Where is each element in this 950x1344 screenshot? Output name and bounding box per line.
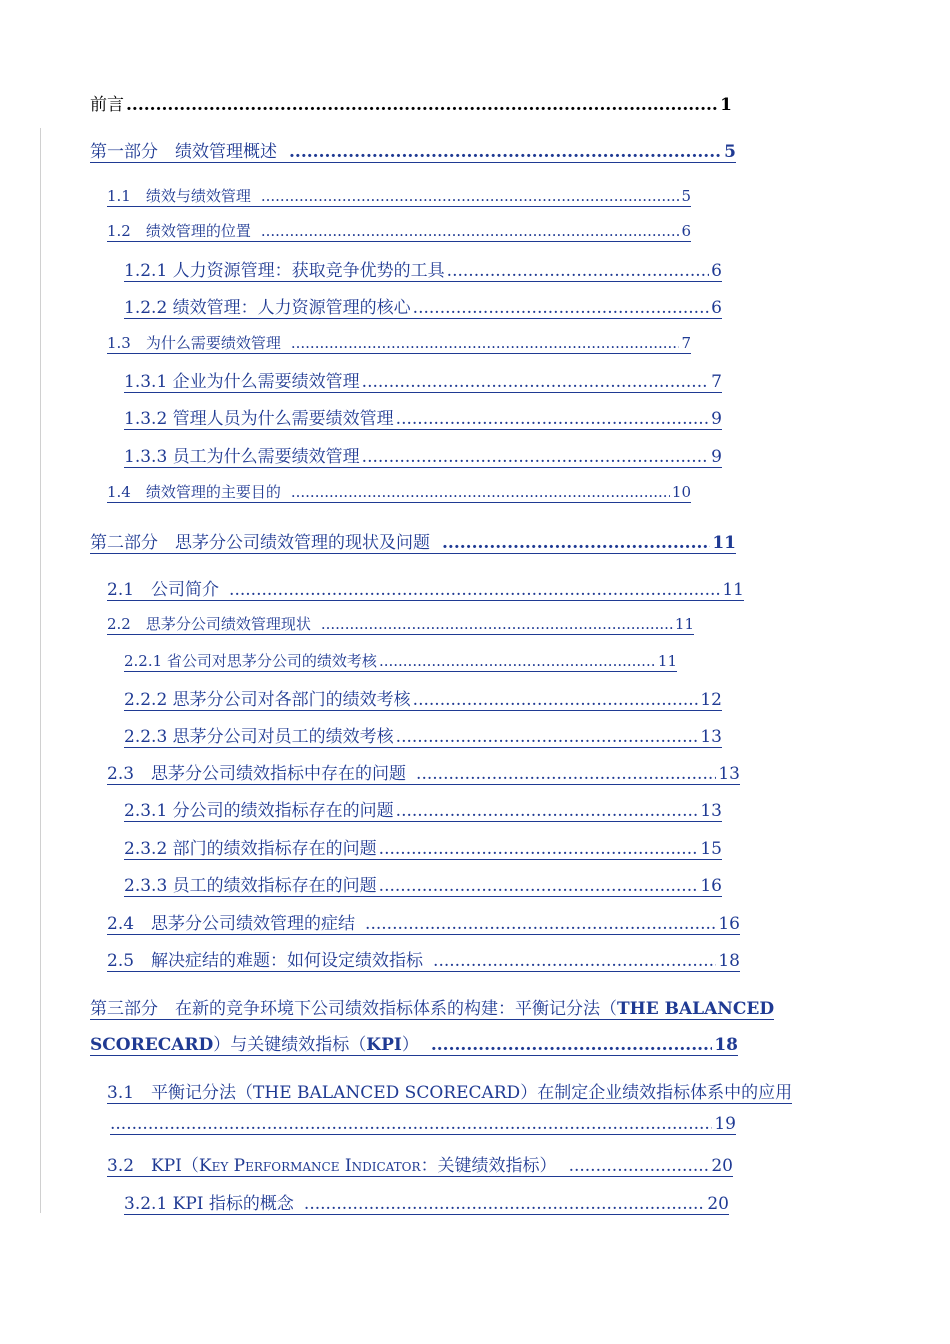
toc-leader-dots [379,839,699,859]
toc-leader-dots [416,764,716,784]
toc-page-number: 5 [724,142,736,162]
toc-page-number: 16 [700,876,722,896]
toc-entry-2-2-2[interactable] [124,685,722,711]
toc-entry-part2[interactable] [90,528,736,554]
toc-entry-label: 2.3.3 员工的绩效指标存在的问题 [124,876,377,896]
toc-leader-dots [291,334,680,352]
toc-entry-label: 3.1 平衡记分法（THE BALANCED SCORECARD）在制定企业绩效指标体系中的应用 [107,1083,793,1103]
toc-entry-2-3-3[interactable] [124,871,722,897]
toc-entry-label: 前言 [90,95,124,115]
toc-entry-2-4[interactable] [107,909,740,935]
toc-entry-2-2-3[interactable] [124,722,722,748]
toc-leader-dots [304,1194,705,1214]
toc-entry-part3-line2[interactable] [90,1030,738,1056]
toc-page-number: 6 [681,222,691,240]
toc-entry-label: 1.3.1 企业为什么需要绩效管理 [124,372,360,392]
toc-entry-2-2[interactable] [107,613,694,635]
toc-entry-3-1-line1[interactable] [107,1078,792,1104]
toc-page-number: 13 [718,764,740,784]
toc-page-number: 11 [657,652,677,670]
toc-leader-dots [379,652,656,670]
toc-entry-label: 第一部分 绩效管理概述 [90,142,277,162]
toc-entry-label: 2.2.2 思茅分公司对各部门的绩效考核 [124,690,411,710]
toc-entry-label: 2.2 思茅分公司绩效管理现状 [107,615,311,633]
toc-page-number: 20 [711,1156,733,1176]
toc-entry-label: 2.5 解决症结的难题：如何设定绩效指标 [107,951,424,971]
toc-leader-dots [396,409,710,429]
toc-page-number: 12 [700,690,722,710]
margin-rule [40,128,41,1213]
toc-leader-dots [365,914,716,934]
toc-entry-label: 1.4 绩效管理的主要目的 [107,483,281,501]
toc-leader-dots [289,142,722,162]
toc-page-number: 18 [714,1035,738,1055]
toc-page-number: 18 [718,951,740,971]
toc-page-number: 11 [674,615,694,633]
toc-leader-dots [569,1156,710,1176]
toc-page-number: 13 [700,801,722,821]
toc-entry-3-2[interactable] [107,1151,733,1177]
toc-entry-1-3-2[interactable] [124,404,722,430]
toc-entry-1-2-2[interactable] [124,293,722,319]
toc-entry-label: 第三部分 在新的竞争环境下公司绩效指标体系的构建：平衡记分法（ [90,999,617,1019]
toc-entry-label: 3.2 KPI（Key Performance Indicator：关键绩效指标） [107,1156,557,1176]
toc-entry-2-3-1[interactable] [124,796,722,822]
toc-entry-label: 1.1 绩效与绩效管理 [107,187,251,205]
toc-leader-dots [261,222,680,240]
toc-leader-dots [379,876,699,896]
toc-entry-1-3-3[interactable] [124,442,722,468]
toc-page-number: 19 [714,1114,736,1134]
toc-page-number: 7 [711,372,722,392]
toc-leader-dots [442,533,710,553]
toc-leader-dots [396,727,699,747]
toc-entry-label: 1.3 为什么需要绩效管理 [107,334,281,352]
toc-entry-label: 2.4 思茅分公司绩效管理的症结 [107,914,356,934]
toc-entry-2-1[interactable] [107,575,744,601]
toc-page-number: 16 [718,914,740,934]
toc-entry-1-4[interactable] [107,481,691,503]
toc-page-number: 1 [720,95,732,115]
toc-entry-1-3[interactable] [107,332,691,354]
toc-leader-dots [261,187,680,205]
toc-entry-part3-line1[interactable] [90,994,774,1020]
toc-entry-label: 2.3 思茅分公司绩效指标中存在的问题 [107,764,407,784]
toc-leader-dots [413,298,710,318]
toc-entry-1-2[interactable] [107,220,691,242]
toc-leader-dots [431,1035,713,1055]
toc-entry-label: 1.3.2 管理人员为什么需要绩效管理 [124,409,394,429]
toc-entry-label: SCORECARD）与关键绩效指标（KPI） [90,1035,419,1055]
toc-page-number: 9 [711,409,722,429]
toc-entry-3-2-1[interactable] [124,1189,729,1215]
toc-entry-label-en: THE BALANCED [617,999,775,1019]
toc-entry-preface[interactable] [90,90,732,115]
toc-page-number: 15 [700,839,722,859]
toc-leader-dots [291,483,670,501]
toc-page-number: 11 [712,533,736,553]
toc-entry-label: 1.2.2 绩效管理：人力资源管理的核心 [124,298,411,318]
toc-page-number: 13 [700,727,722,747]
toc-entry-label: 第二部分 思茅分公司绩效管理的现状及问题 [90,533,430,553]
toc-leader-dots [362,372,710,392]
toc-entry-label: 2.3.1 分公司的绩效指标存在的问题 [124,801,394,821]
toc-entry-2-2-1[interactable] [124,650,677,672]
toc-entry-1-3-1[interactable] [124,367,722,393]
toc-page-number: 5 [681,187,691,205]
toc-entry-2-5[interactable] [107,946,740,972]
toc-entry-label: 2.2.1 省公司对思茅分公司的绩效考核 [124,652,377,670]
toc-entry-label: 2.2.3 思茅分公司对员工的绩效考核 [124,727,394,747]
toc-page-number: 7 [681,334,691,352]
toc-page-number: 20 [707,1194,729,1214]
toc-leader-dots [321,615,673,633]
toc-entry-2-3[interactable] [107,759,740,785]
toc-leader-dots [396,801,699,821]
toc-leader-dots [362,447,710,467]
toc-page-number: 6 [711,261,722,281]
toc-leader-dots [126,95,718,115]
toc-entry-label: 3.2.1 KPI 指标的概念 [124,1194,294,1214]
toc-entry-2-3-2[interactable] [124,834,722,860]
toc-leader-dots [433,951,716,971]
toc-leader-dots [229,580,720,600]
toc-entry-label: 1.2 绩效管理的位置 [107,222,251,240]
toc-entry-3-1-line2[interactable] [110,1114,736,1135]
toc-page-number: 9 [711,447,722,467]
toc-entry-label: 2.3.2 部门的绩效指标存在的问题 [124,839,377,859]
toc-page-number: 6 [711,298,722,318]
toc-entry-label: 1.3.3 员工为什么需要绩效管理 [124,447,360,467]
toc-leader-dots [413,690,699,710]
toc-leader-dots [110,1114,712,1134]
toc-entry-label: 1.2.1 人力资源管理：获取竞争优势的工具 [124,261,445,281]
toc-leader-dots [447,261,710,281]
toc-page-number: 10 [671,483,691,501]
toc-entry-part1[interactable] [90,137,736,163]
toc-entry-1-1[interactable] [107,185,691,207]
toc-page-number: 11 [722,580,744,600]
toc-entry-1-2-1[interactable] [124,256,722,282]
toc-entry-label: 2.1 公司简介 [107,580,220,600]
